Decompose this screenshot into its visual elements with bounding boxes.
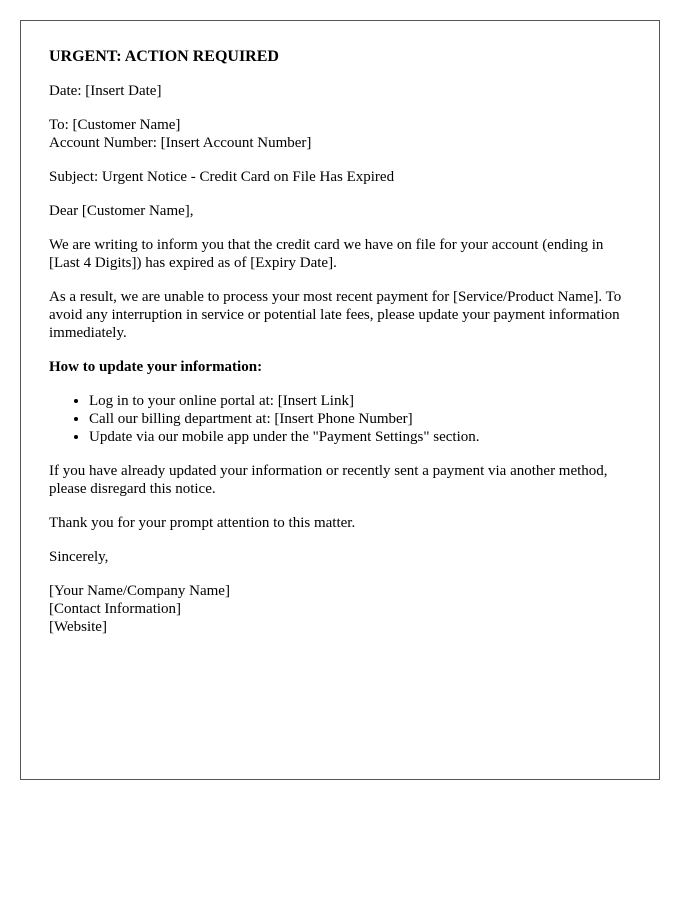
signature-website: [Website] xyxy=(49,619,107,635)
body-paragraph-2: As a result, we are unable to process your most recent payment for [Service/Product Name]. To avoid any interruption in service or potential late fees, please update your payment information immediately. xyxy=(49,289,622,341)
list-item: • Update via our mobile app under the "Payment Settings" section. xyxy=(89,428,631,446)
closing: Sincerely, xyxy=(49,549,109,565)
recipient-block xyxy=(49,116,631,152)
recipient-name: To: [Customer Name] xyxy=(49,117,181,133)
body-paragraph-3: If you have already updated your information or recently sent a payment via another method, please disregard this notice. xyxy=(49,463,608,497)
letter-subject: Subject: Urgent Notice - Credit Card on File Has Expired xyxy=(49,169,395,185)
body-paragraph-1: We are writing to inform you that the credit card we have on file for your account (ending in [Last 4 Digits]) has expired as of [Expiry Date]. xyxy=(49,237,604,271)
letter-heading: URGENT: ACTION REQUIRED xyxy=(49,48,279,65)
update-steps-list xyxy=(49,392,631,446)
signature-block xyxy=(49,582,631,636)
signature-name: [Your Name/Company Name] xyxy=(49,583,230,599)
salutation: Dear [Customer Name], xyxy=(49,203,194,219)
account-number: Account Number: [Insert Account Number] xyxy=(49,135,312,151)
list-item: • Call our billing department at: [Insert Phone Number] xyxy=(89,410,631,428)
how-to-heading: How to update your information: xyxy=(49,359,263,375)
signature-contact: [Contact Information] xyxy=(49,601,182,617)
thanks-line: Thank you for your prompt attention to this matter. xyxy=(49,515,356,531)
letter-page xyxy=(20,20,660,780)
list-item: • Log in to your online portal at: [Insert Link] xyxy=(89,392,631,410)
letter-date: Date: [Insert Date] xyxy=(49,83,162,99)
